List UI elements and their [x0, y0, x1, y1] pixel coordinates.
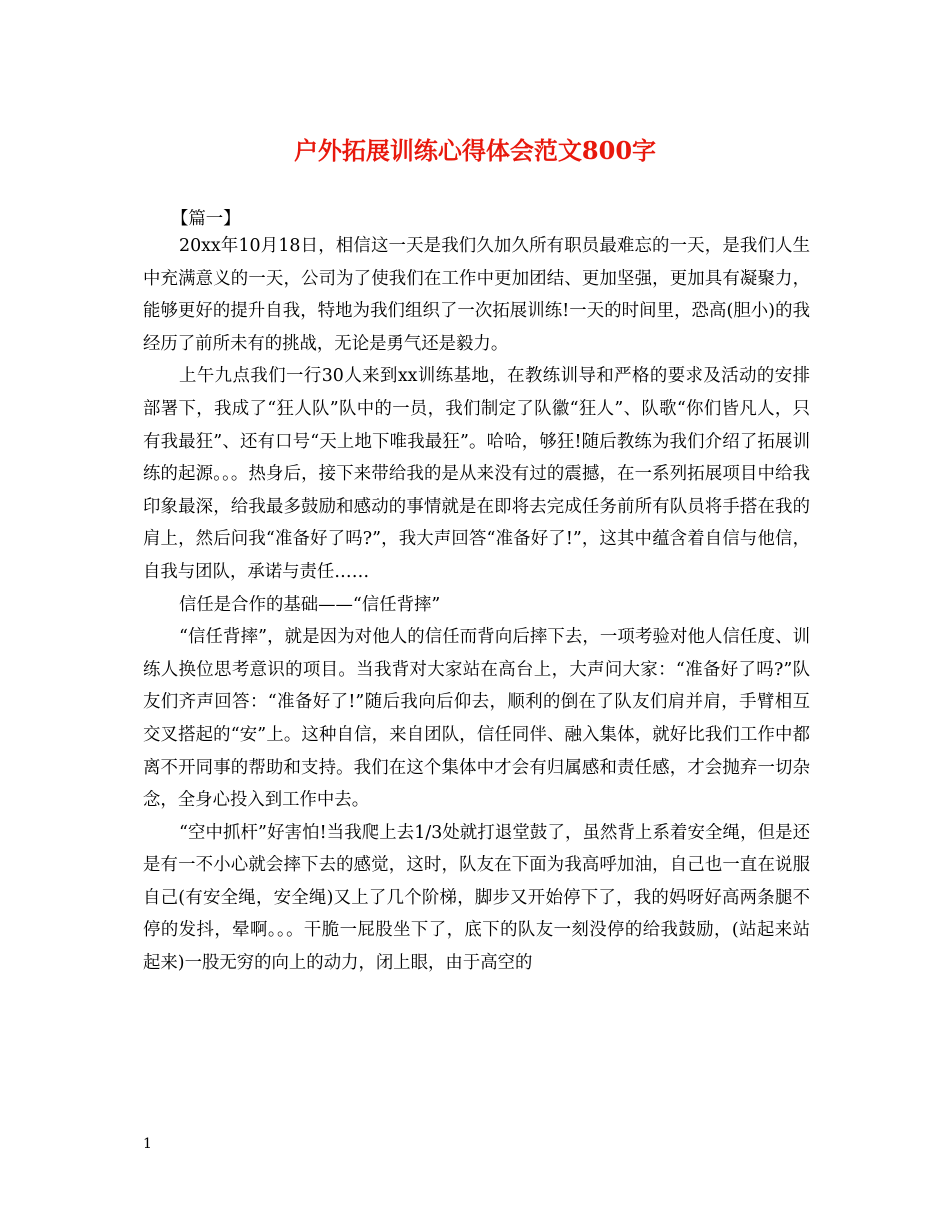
section-label: 【篇一】	[171, 209, 241, 229]
paragraph-1: 20xx年10月18日，相信这一天是我们久加久所有职员最难忘的一天，是我们人生中充满意义的一天，公司为了使我们在工作中更加团结、更加坚强，更加具有凝聚力，能够更好的提升自我，特地为我们组织了一次拓展训练!一天的时间里，恐高(胆小)的我经历了前所未有的挑战，无论是勇气还是毅力。	[143, 236, 810, 354]
page-number: 1	[143, 1136, 152, 1152]
subheading-trust-fall: 信任是合作的基础——“信任背摔”	[179, 594, 441, 615]
paragraph-3: “信任背摔”，就是因为对他人的信任而背向后摔下去，一项考验对他人信任度、训练人换位思考意识的项目。当我背对大家站在高台上，大声问大家：“准备好了吗?”队友们齐声回答：“准备好了!”随后我向后仰去，顺利的倒在了队友们肩并肩，手臂相互交叉搭起的“安”上。这种自信，来自团队，信任同伴、融入集体，就好比我们工作中都离不开同事的帮助和支持。我们在这个集体中才会有归属感和责任感，才会抛弃一切杂念，全身心投入到工作中去。	[143, 627, 810, 811]
document-body	[143, 230, 810, 980]
document-title: 户外拓展训练心得体会范文800字	[293, 136, 657, 165]
paragraph-2: 上午九点我们一行30人来到xx训练基地，在教练训导和严格的要求及活动的安排部署下，我成了“狂人队”队中的一员，我们制定了队徽“狂人”、队歌“你们皆凡人，只有我最狂”、还有口号“天上地下唯我最狂”。哈哈，够狂!随后教练为我们介绍了拓展训练的起源。。。热身后，接下来带给我的是从来没有过的震撼，在一系列拓展项目中给我印象最深，给我最多鼓励和感动的事情就是在即将去完成任务前所有队员将手搭在我的肩上，然后问我“准备好了吗?”，我大声回答“准备好了!”，这其中蕴含着自信与他信，自我与团队，承诺与责任……	[143, 366, 810, 582]
paragraph-4: “空中抓杆”好害怕!当我爬上去1/3处就打退堂鼓了，虽然背上系着安全绳，但是还是有一不小心就会摔下去的感觉，这时，队友在下面为我高呼加油，自己也一直在说服自己(有安全绳，安全绳)又上了几个阶梯，脚步又开始停下了，我的妈呀好高两条腿不停的发抖，晕啊。。。干脆一屁股坐下了，底下的队友一刻没停的给我鼓励，(站起来站起来)一股无穷的向上的动力，闭上眼，由于高空的	[143, 822, 810, 974]
